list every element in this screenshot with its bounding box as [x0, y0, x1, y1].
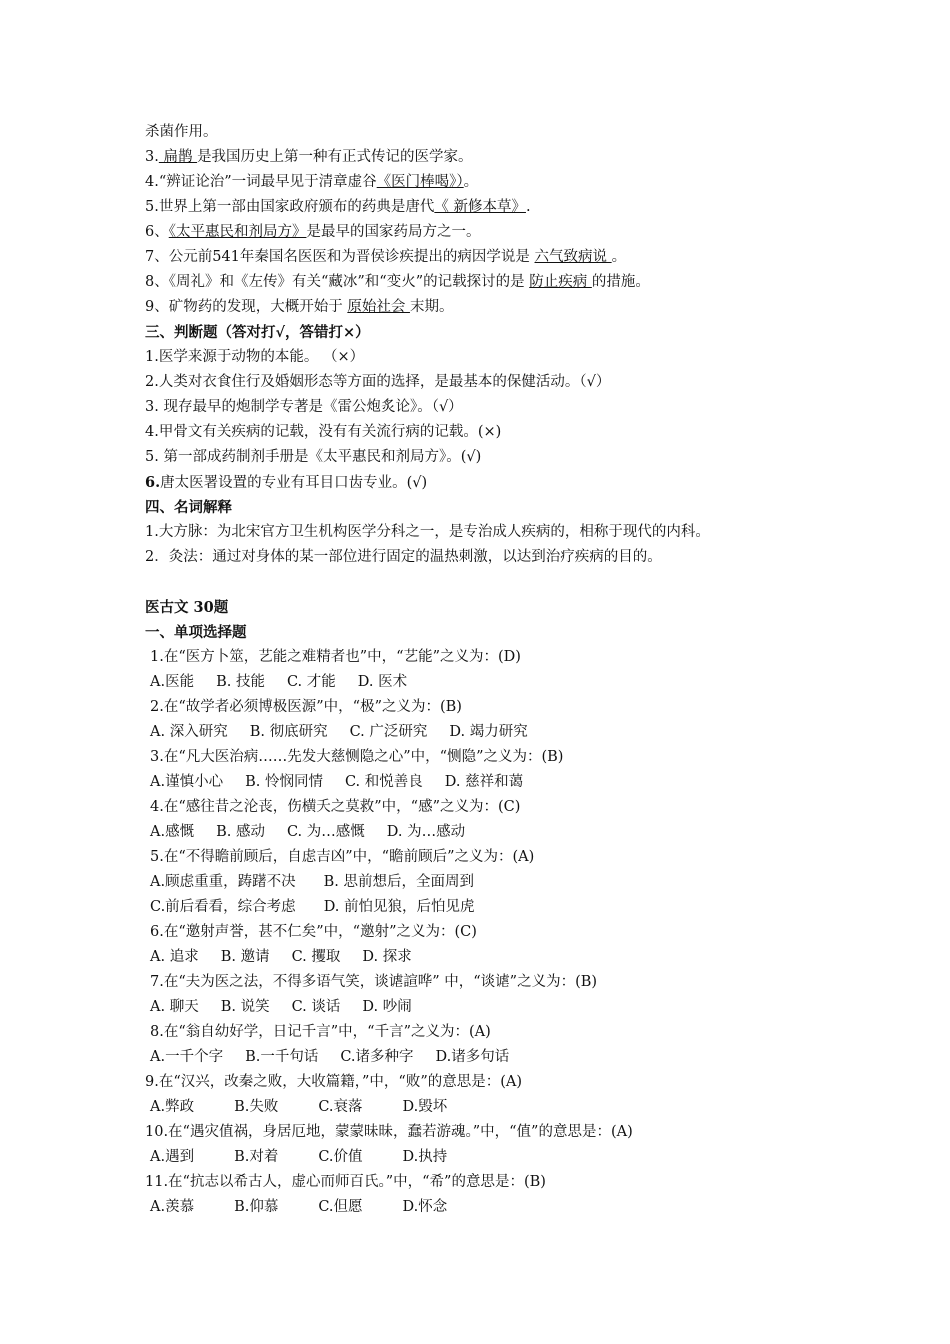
guwen-subtitle: 一、单项选择题	[145, 624, 247, 641]
answer-option: A.顾虑重重，踌躇不决	[150, 874, 296, 890]
answer-option: D. 竭力研究	[449, 724, 528, 740]
fill-blank-7: 7、公元前541年秦国名医医和为晋侯诊疾提出的病因学说是 六气致病说 。	[145, 249, 627, 265]
answer-option: C. 广泛研究	[349, 724, 428, 740]
question-stem: 3.在“凡大医治病……先发大慈恻隐之心”中，“恻隐”之义为：(B)	[150, 749, 564, 765]
answer-option: C.但愿	[318, 1199, 363, 1215]
answer-blank: 《 新修本草》	[434, 199, 526, 215]
question-stem: 5.在“不得瞻前顾后，自虑吉凶”中，“瞻前顾后”之义为：(A)	[150, 849, 535, 865]
fill-blank-9: 9、矿物药的发现，大概开始于 原始社会 末期。	[145, 299, 454, 315]
answer-option: D. 医术	[357, 674, 408, 690]
answer-option: A.弊政	[150, 1099, 195, 1115]
judgement-item: 4.甲骨文有关疾病的记载，没有有关流行病的记载。(×)	[145, 424, 502, 440]
answer-option: D. 吵闹	[362, 999, 412, 1015]
term-item: 2．灸法：通过对身体的某一部位进行固定的温热刺激，以达到治疗疾病的目的。	[145, 549, 662, 565]
fill-blank-6: 6、《太平惠民和剂局方》是最早的国家药局方之一。	[145, 224, 481, 240]
answer-option: A.谨慎小心	[150, 774, 224, 790]
option-row	[145, 1095, 805, 1120]
answer-option: B.对着	[234, 1149, 279, 1165]
question-stem: 7.在“夫为医之法，不得多语气笑，谈谑諠哗” 中，“谈谑”之义为：(B)	[150, 974, 598, 990]
answer-option: C. 为…感慨	[286, 824, 365, 840]
answer-option: B. 邀请	[220, 949, 270, 965]
judgement-item: 5. 第一部成药制剂手册是《太平惠民和剂局方》。(√)	[145, 449, 482, 465]
option-row	[145, 995, 805, 1020]
answer-option: C. 才能	[286, 674, 336, 690]
question-list	[145, 645, 805, 1220]
judgement-item: 1.医学来源于动物的本能。 （×）	[145, 349, 365, 365]
answer-option: C.诸多种字	[340, 1049, 414, 1065]
answer-blank: 原始社会	[347, 299, 410, 315]
answer-option: A.一千个字	[150, 1049, 224, 1065]
option-row	[145, 1145, 805, 1170]
answer-blank: 六气致病说	[534, 249, 612, 265]
document-page	[145, 120, 805, 1220]
option-row	[145, 770, 805, 795]
option-row	[145, 895, 805, 920]
answer-option: D.执持	[402, 1149, 448, 1165]
option-row	[145, 1045, 805, 1070]
section-heading-terms: 四、名词解释	[145, 499, 232, 516]
answer-blank: 防止疾病	[529, 274, 592, 290]
answer-option: A.医能	[150, 674, 195, 690]
question-stem: 6.在“邀射声誉，甚不仁矣”中，“邀射”之义为：(C)	[150, 924, 477, 940]
answer-option: A. 聊天	[150, 999, 199, 1015]
answer-option: D. 慈祥和蔼	[444, 774, 524, 790]
text-line: 杀菌作用。	[145, 124, 218, 140]
answer-option: A.羡慕	[150, 1199, 195, 1215]
answer-option: D. 探求	[362, 949, 412, 965]
question-stem: 2.在“故学者必须博极医源”中，“极”之义为：(B)	[150, 699, 462, 715]
answer-option: B.失败	[234, 1099, 279, 1115]
judgement-item: 3. 现存最早的炮制学专著是《雷公炮炙论》。（√）	[145, 399, 463, 415]
question-stem: 11.在“抗志以希古人，虚心而师百氏。”中，“希”的意思是：(B)	[145, 1174, 546, 1190]
judgement-item: 6.唐太医署设置的专业有耳目口齿专业。(√)	[145, 474, 428, 491]
answer-option: A.遇到	[150, 1149, 195, 1165]
option-row	[145, 945, 805, 970]
option-row	[145, 870, 805, 895]
answer-option: C.价值	[318, 1149, 363, 1165]
answer-option: C.前后看看，综合考虑	[150, 899, 296, 915]
option-row	[145, 720, 805, 745]
answer-blank: 《医门棒喝》）	[376, 174, 464, 190]
fill-blank-4: 4.“辨证论治”一词最早见于清章虚谷《医门棒喝》）。	[145, 174, 479, 190]
question-stem: 8.在“翁自幼好学，日记千言”中，“千言”之义为：(A)	[150, 1024, 491, 1040]
answer-option: B. 感动	[216, 824, 265, 840]
answer-blank: 扁鹊	[158, 149, 198, 165]
answer-option: B.仰慕	[234, 1199, 279, 1215]
answer-option: D.怀念	[402, 1199, 448, 1215]
fill-blank-8: 8、《周礼》和《左传》有关“藏冰”和“变火”的记载探讨的是 防止疾病 的措施。	[145, 274, 650, 290]
answer-option: A.感慨	[150, 824, 195, 840]
judgement-item: 2.人类对衣食住行及婚姻形态等方面的选择，是最基本的保健活动。（√）	[145, 374, 611, 390]
option-row	[145, 670, 805, 695]
question-stem: 9.在“汉兴，改秦之败，大收篇籍，”中，“败”的意思是：(A)	[145, 1074, 523, 1090]
answer-option: D. 前怕见狼，后怕见虎	[323, 899, 475, 915]
option-row	[145, 1195, 805, 1220]
answer-option: B. 思前想后，全面周到	[323, 874, 474, 890]
answer-option: D.诸多句话	[435, 1049, 510, 1065]
answer-option: C. 谈话	[291, 999, 341, 1015]
fill-blank-5: 5.世界上第一部由国家政府颁布的药典是唐代《 新修本草》.	[145, 199, 531, 215]
question-stem: 4.在“感往昔之沦丧，伤横夭之莫救”中，“感”之义为：(C)	[150, 799, 521, 815]
answer-option: D. 为…感动	[386, 824, 466, 840]
answer-option: B. 说笑	[220, 999, 270, 1015]
answer-option: A. 追求	[150, 949, 199, 965]
answer-option: C.衰落	[318, 1099, 363, 1115]
section-heading-judgement: 三、判断题（答对打√，答错打×）	[145, 324, 370, 341]
answer-blank: 《太平惠民和剂局方》	[168, 224, 307, 240]
answer-option: B. 怜悯同情	[245, 774, 323, 790]
answer-option: B. 彻底研究	[249, 724, 328, 740]
answer-option: C. 和悦善良	[344, 774, 423, 790]
guwen-title: 医古文 30题	[145, 599, 229, 616]
question-stem: 1.在“医方卜筮，艺能之难精者也”中，“艺能”之义为：(D)	[150, 649, 521, 665]
answer-option: A. 深入研究	[150, 724, 228, 740]
answer-option: B. 技能	[216, 674, 265, 690]
answer-option: D.毁坏	[402, 1099, 448, 1115]
fill-blank-3: 3. 扁鹊 是我国历史上第一种有正式传记的医学家。	[145, 149, 473, 165]
term-item: 1.大方脉：为北宋官方卫生机构医学分科之一，是专治成人疾病的，相称于现代的内科。	[145, 524, 710, 540]
option-row	[145, 820, 805, 845]
answer-option: C. 攫取	[291, 949, 341, 965]
question-stem: 10.在“遇灾值祸，身居厄地，蒙蒙昧昧，蠢若游魂。”中，“值”的意思是：(A)	[145, 1124, 633, 1140]
answer-option: B.一千句话	[245, 1049, 319, 1065]
